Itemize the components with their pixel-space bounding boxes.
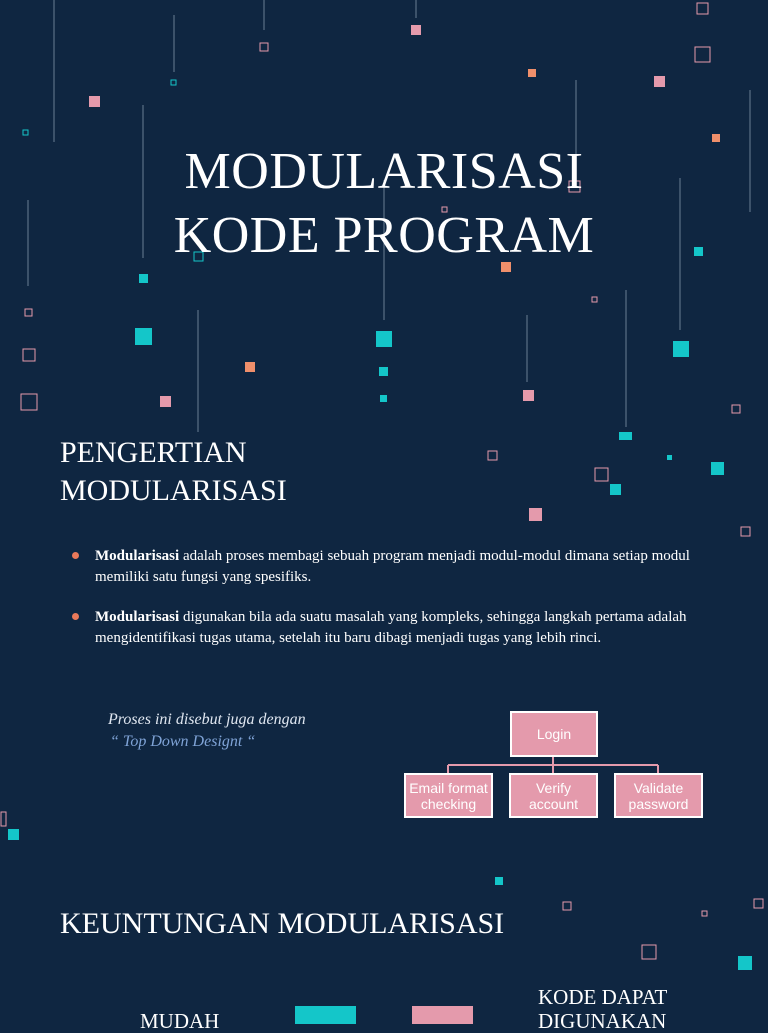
diagram-node-label: Email format checking (409, 779, 488, 812)
bullet-text: adalah proses membagi sebuah program menjadi modul-modul dimana setiap modul memiliki satu fungsi yang spesifiks. (95, 548, 690, 585)
title-line-2: KODE PROGRAM (173, 207, 595, 264)
diagram-node-validate-password (614, 773, 703, 818)
benefit-icon-cyan-block (295, 1006, 356, 1024)
diagram-node-email-format-checking (404, 773, 493, 818)
benefit-icon-pink-block (412, 1006, 473, 1024)
diagram-node-label: Login (536, 726, 572, 742)
benefit-label-line-1: KODE DAPAT (538, 985, 668, 1009)
diagram-node-verify-account (509, 773, 598, 818)
note-line-2: “ Top Down Designt “ (110, 733, 256, 750)
bullet-bold-term: Modularisasi (95, 548, 180, 564)
title-line-1: MODULARISASI (184, 143, 584, 200)
section-heading-keuntungan: KEUNTUNGAN MODULARISASI (60, 907, 505, 940)
diagram-node-label: Validate password (628, 779, 689, 812)
section-heading-line-2: MODULARISASI (60, 474, 287, 507)
benefit-label-line-2: DIGUNAKAN (538, 1009, 667, 1033)
section-heading-line-1: PENGERTIAN (60, 436, 247, 469)
benefit-label-kode-dapat (538, 985, 667, 1033)
diagram-node-login (510, 711, 598, 757)
diagram-node-label: Verify account (528, 779, 579, 812)
note-line-1: Proses ini disebut juga dengan (108, 711, 306, 728)
benefit-label-mudah: MUDAH (140, 1009, 220, 1033)
bullet-text: digunakan bila ada suatu masalah yang kompleks, sehingga langkah pertama adalah mengidentifikasi tugas utama, setelah itu baru dibagi menjadi tugas yang lebih rinci. (95, 609, 687, 646)
bullet-bold-term: Modularisasi (95, 609, 180, 625)
